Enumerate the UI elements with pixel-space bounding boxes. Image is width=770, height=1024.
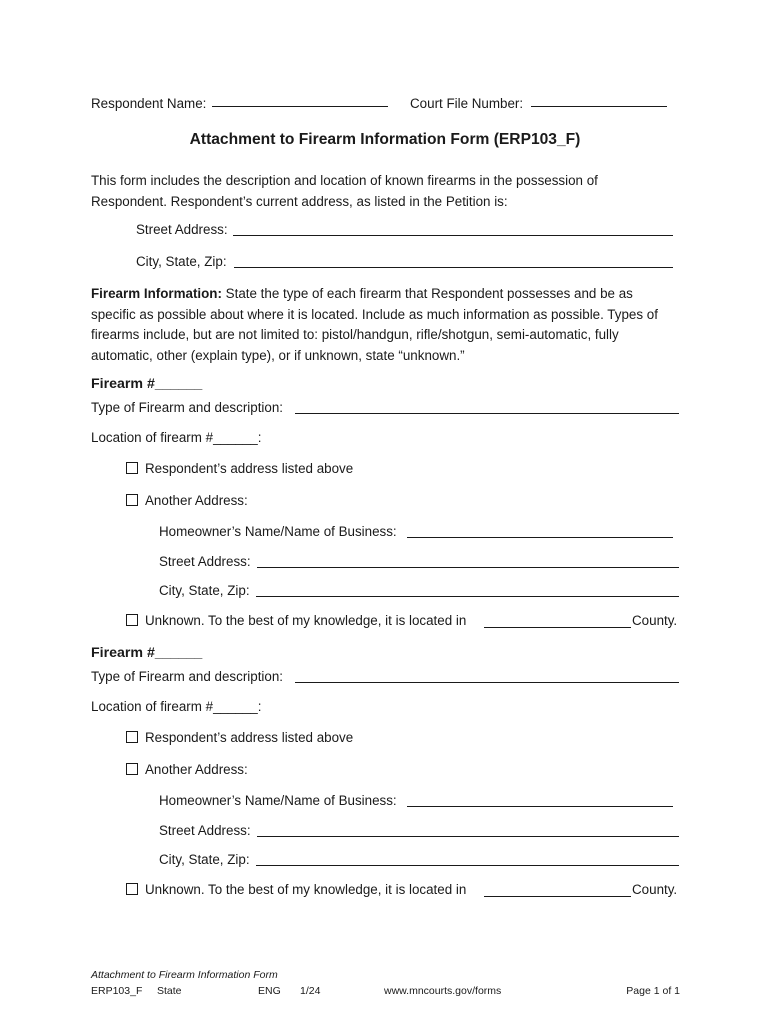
firearm-info-line-2: specific as possible about where it is located. Include as much information as possible. Types of — [91, 307, 658, 322]
respondent-city-field[interactable] — [234, 267, 673, 268]
homeowner-name-label: Homeowner’s Name/Name of Business: — [159, 524, 397, 539]
option-respondent-address[interactable] — [126, 730, 353, 746]
county-label: County. — [632, 882, 678, 897]
footer-form-code: ERP103_F — [91, 985, 143, 997]
footer-form-title: Attachment to Firearm Information Form — [91, 969, 278, 981]
option-unknown[interactable] — [126, 613, 466, 629]
intro-line-2: Respondent. Respondent’s current address, as listed in the Petition is: — [91, 194, 508, 209]
firearm-info-line-3: firearms include, but are not limited to: pistol/handgun, rifle/shotgun, semi-automatic, fully — [91, 327, 619, 342]
firearm-type-label: Type of Firearm and description: — [91, 400, 284, 415]
option-another-address[interactable] — [126, 762, 248, 778]
footer-date: 1/24 — [300, 985, 321, 997]
checkbox-another-address[interactable] — [126, 494, 138, 506]
option-respondent-address-label: Respondent’s address listed above — [145, 730, 354, 745]
footer-url[interactable]: www.mncourts.gov/forms — [384, 985, 502, 997]
firearm-type-field[interactable] — [295, 682, 679, 683]
option-respondent-address[interactable] — [126, 461, 353, 477]
another-city-field[interactable] — [256, 865, 679, 866]
footer-jurisdiction: State — [157, 985, 182, 997]
checkbox-another-address[interactable] — [126, 763, 138, 775]
county-label: County. — [632, 613, 678, 628]
firearm-info-line-1-text: State the type of each firearm that Respondent possesses and be as — [221, 286, 633, 301]
another-street-label: Street Address: — [159, 823, 251, 838]
firearm-heading: Firearm #______ — [91, 645, 203, 661]
another-street-label: Street Address: — [159, 554, 251, 569]
firearm-info-bold-label: Firearm Information: — [91, 286, 222, 301]
option-unknown-label: Unknown. To the best of my knowledge, it is located in — [145, 613, 467, 628]
homeowner-name-label: Homeowner’s Name/Name of Business: — [159, 793, 397, 808]
firearm-location-label: Location of firearm #______: — [91, 699, 262, 714]
checkbox-unknown[interactable] — [126, 614, 138, 626]
another-city-field[interactable] — [256, 596, 679, 597]
county-field[interactable] — [484, 627, 631, 628]
page-title: Attachment to Firearm Information Form (ERP103_F) — [189, 131, 581, 148]
firearm-type-label: Type of Firearm and description: — [91, 669, 284, 684]
option-respondent-address-label: Respondent’s address listed above — [145, 461, 354, 476]
intro-line-1: This form includes the description and location of known firearms in the possession of — [91, 173, 598, 188]
respondent-name-label: Respondent Name: — [91, 96, 207, 111]
another-city-label: City, State, Zip: — [159, 852, 250, 867]
another-street-field[interactable] — [257, 836, 679, 837]
another-city-label: City, State, Zip: — [159, 583, 250, 598]
option-another-address[interactable] — [126, 493, 248, 509]
firearm-heading: Firearm #______ — [91, 376, 203, 392]
another-street-field[interactable] — [257, 567, 679, 568]
respondent-street-label: Street Address: — [136, 222, 228, 237]
homeowner-name-field[interactable] — [407, 537, 673, 538]
option-unknown[interactable] — [126, 882, 466, 898]
court-file-number-label: Court File Number: — [410, 96, 524, 111]
firearm-type-field[interactable] — [295, 413, 679, 414]
homeowner-name-field[interactable] — [407, 806, 673, 807]
checkbox-respondent-address[interactable] — [126, 462, 138, 474]
checkbox-respondent-address[interactable] — [126, 731, 138, 743]
option-unknown-label: Unknown. To the best of my knowledge, it is located in — [145, 882, 467, 897]
option-another-address-label: Another Address: — [145, 493, 248, 508]
firearm-info-line-1 — [91, 283, 633, 304]
respondent-name-field[interactable] — [212, 106, 388, 107]
footer-language: ENG — [258, 985, 281, 997]
court-file-number-field[interactable] — [531, 106, 667, 107]
footer-page-number: Page 1 of 1 — [626, 985, 680, 997]
option-another-address-label: Another Address: — [145, 762, 248, 777]
firearm-info-line-4: automatic, other (explain type), or if unknown, state “unknown.” — [91, 348, 465, 363]
respondent-street-field[interactable] — [233, 235, 673, 236]
county-field[interactable] — [484, 896, 631, 897]
respondent-city-label: City, State, Zip: — [136, 254, 227, 269]
firearm-location-label: Location of firearm #______: — [91, 430, 262, 445]
checkbox-unknown[interactable] — [126, 883, 138, 895]
